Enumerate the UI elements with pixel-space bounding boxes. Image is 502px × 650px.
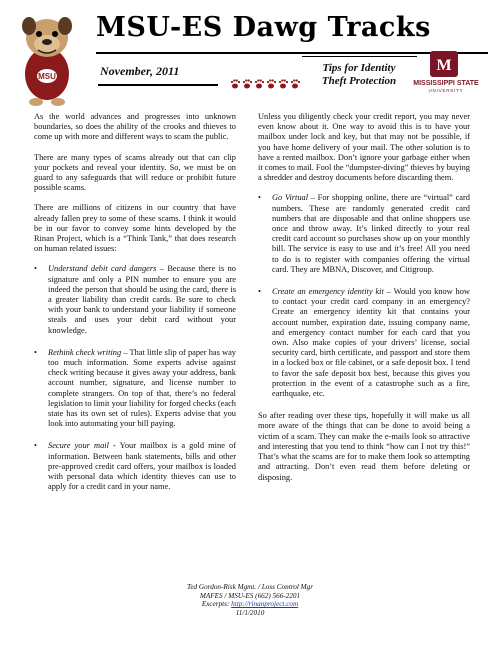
source-line [120,600,380,609]
topic-line-2: Theft Protection [321,75,397,87]
bullet-icon: • [34,264,37,274]
mascot-badge: MSU [38,72,56,81]
intro-paragraph: As the world advances and progresses into unknown boundaries, so does the ability of the crooks and thieves to come up with more and different ways to scam the public. [34,112,236,142]
tip-title: Understand debit card dangers [48,264,157,274]
credit-report-paragraph: Unless you diligently check your credit report, you may never even know about it. One way to avoid this is to have your mailbox under lock and key, but that may not be possible, if you have home delivery of your mail. The other solution is to have a rented mailbox. Don’t ignore your garbage either when it comes to mail. Fool the “dumpster-diving” thieves by buying a shredder and destroy documents before discarding them. [258,112,470,183]
tip-text: – For shopping online, there are “virtual” card numbers. These are randomly generated credit card numbers that are disposable and that online shoppers use once and throw away. It’s linked directly to your real credit card account so purchases show up on your monthly bill. The service is easy to use and it’s free! All you need to do is to register with companies offering the virtual card. They are MBNA, Discover, and Citigroup. [272,193,470,274]
author-credits [120,583,380,617]
tip-text: - Your mailbox is a gold mine of information. Between bank statements, bills and other pre-approved credit card offers, your mailbox is loaded with personal data which identity thieves can use to apply for a credit card in your name. [48,441,237,492]
paw-prints-icon [228,78,304,90]
left-column [34,112,236,505]
bulldog-mascot-icon [16,14,78,106]
msu-logo-icon [428,50,460,78]
tip-debit-card [34,264,236,335]
date-divider [98,84,218,86]
bullet-icon: • [258,287,261,297]
tip-go-virtual [258,193,470,275]
author-line: Ted Gordon-Risk Mgmt. / Loss Control Mgr [187,583,313,591]
tip-check-writing [34,348,236,430]
tip-title: Create an emergency identity kit [272,287,384,297]
tip-title: Secure your mail [48,441,109,451]
university-subtitle: UNIVERSITY [428,88,464,93]
issue-topic [304,62,414,88]
topic-divider [302,56,417,57]
source-link[interactable]: http://rinanproject.com [231,600,299,609]
org-line: MAFES / MSU-ES (662) 566-2201 [199,591,301,600]
msu-logo-mark: M [436,57,452,74]
university-wordmark: MISSISSIPPI STATE [413,80,479,87]
tip-emergency-kit [258,287,470,399]
newsletter-title: MSU-ES Dawg Tracks [96,12,431,43]
source-prefix: Excerpts: [201,600,232,609]
issue-date: November, 2011 [100,64,180,78]
bullet-icon: • [258,193,261,203]
source-date: 11/1/2010 [235,608,265,617]
tip-title: Rethink check writing [48,347,122,357]
rinan-paragraph: There are millions of citizens in our country that have already fallen prey to some of these scams. I think it would be in our favor to convey some hints developed by the Rinan Project, which is a “Think Tank,” that does research on human related issues: [34,203,236,254]
tip-text: – Would you know how to contact your credit card company in an emergency? Create an emergency identity kit that contains your account number, expiration date, issuing company name, and emergency contact number for each card that you own. Also make copies of your drivers’ license, social security card, birth certificate, and passport and store them in a locked box or file cabinet, or a safe deposit box. I tend to favor the safe deposit box best, because this gives you protection in the event of a catastrophe such as a fire, earthquake, etc. [272,287,470,399]
tip-secure-mail [34,441,236,492]
tip-title: Go Virtual [272,193,309,203]
bullet-icon: • [34,347,37,357]
scams-paragraph: There are many types of scams already out that can clip your pockets and reveal your identity. So, we must be on guard to any safeguards that will reduce or prohibit future possible scams. [34,152,236,193]
closing-paragraph: So after reading over these tips, hopefully it will make us all more aware of the things that can be done to avoid being a victim of a scam. They can make the e-mails look so attractive and interesting that you tend to think “how can I not try this!” That’s what the scams are for to make them look so attempting and attracting. Don’t even read them before deleting or disposing. [258,411,470,482]
bullet-icon: • [34,441,37,451]
right-column [258,112,470,493]
tip-text: – Because there is no signature and only a PIN number to ensure you are indeed the person that should be using the card, there is a greater liability than credit cards. Be sure to check with your bank to understand your liability if someone steals and uses your debit card without your knowledge. [48,264,236,335]
topic-line-1: Tips for Identity [322,62,396,74]
tip-text: – That little slip of paper has way too much information. Some experts advise against check writing because it gives away your address, bank account number, signature, and license number to complete strangers. On top of that, there’s no federal legislation to limit your liability for forged checks (each state has its own set of rules). Experts advise that you look into automating your bill paying. [48,347,236,429]
